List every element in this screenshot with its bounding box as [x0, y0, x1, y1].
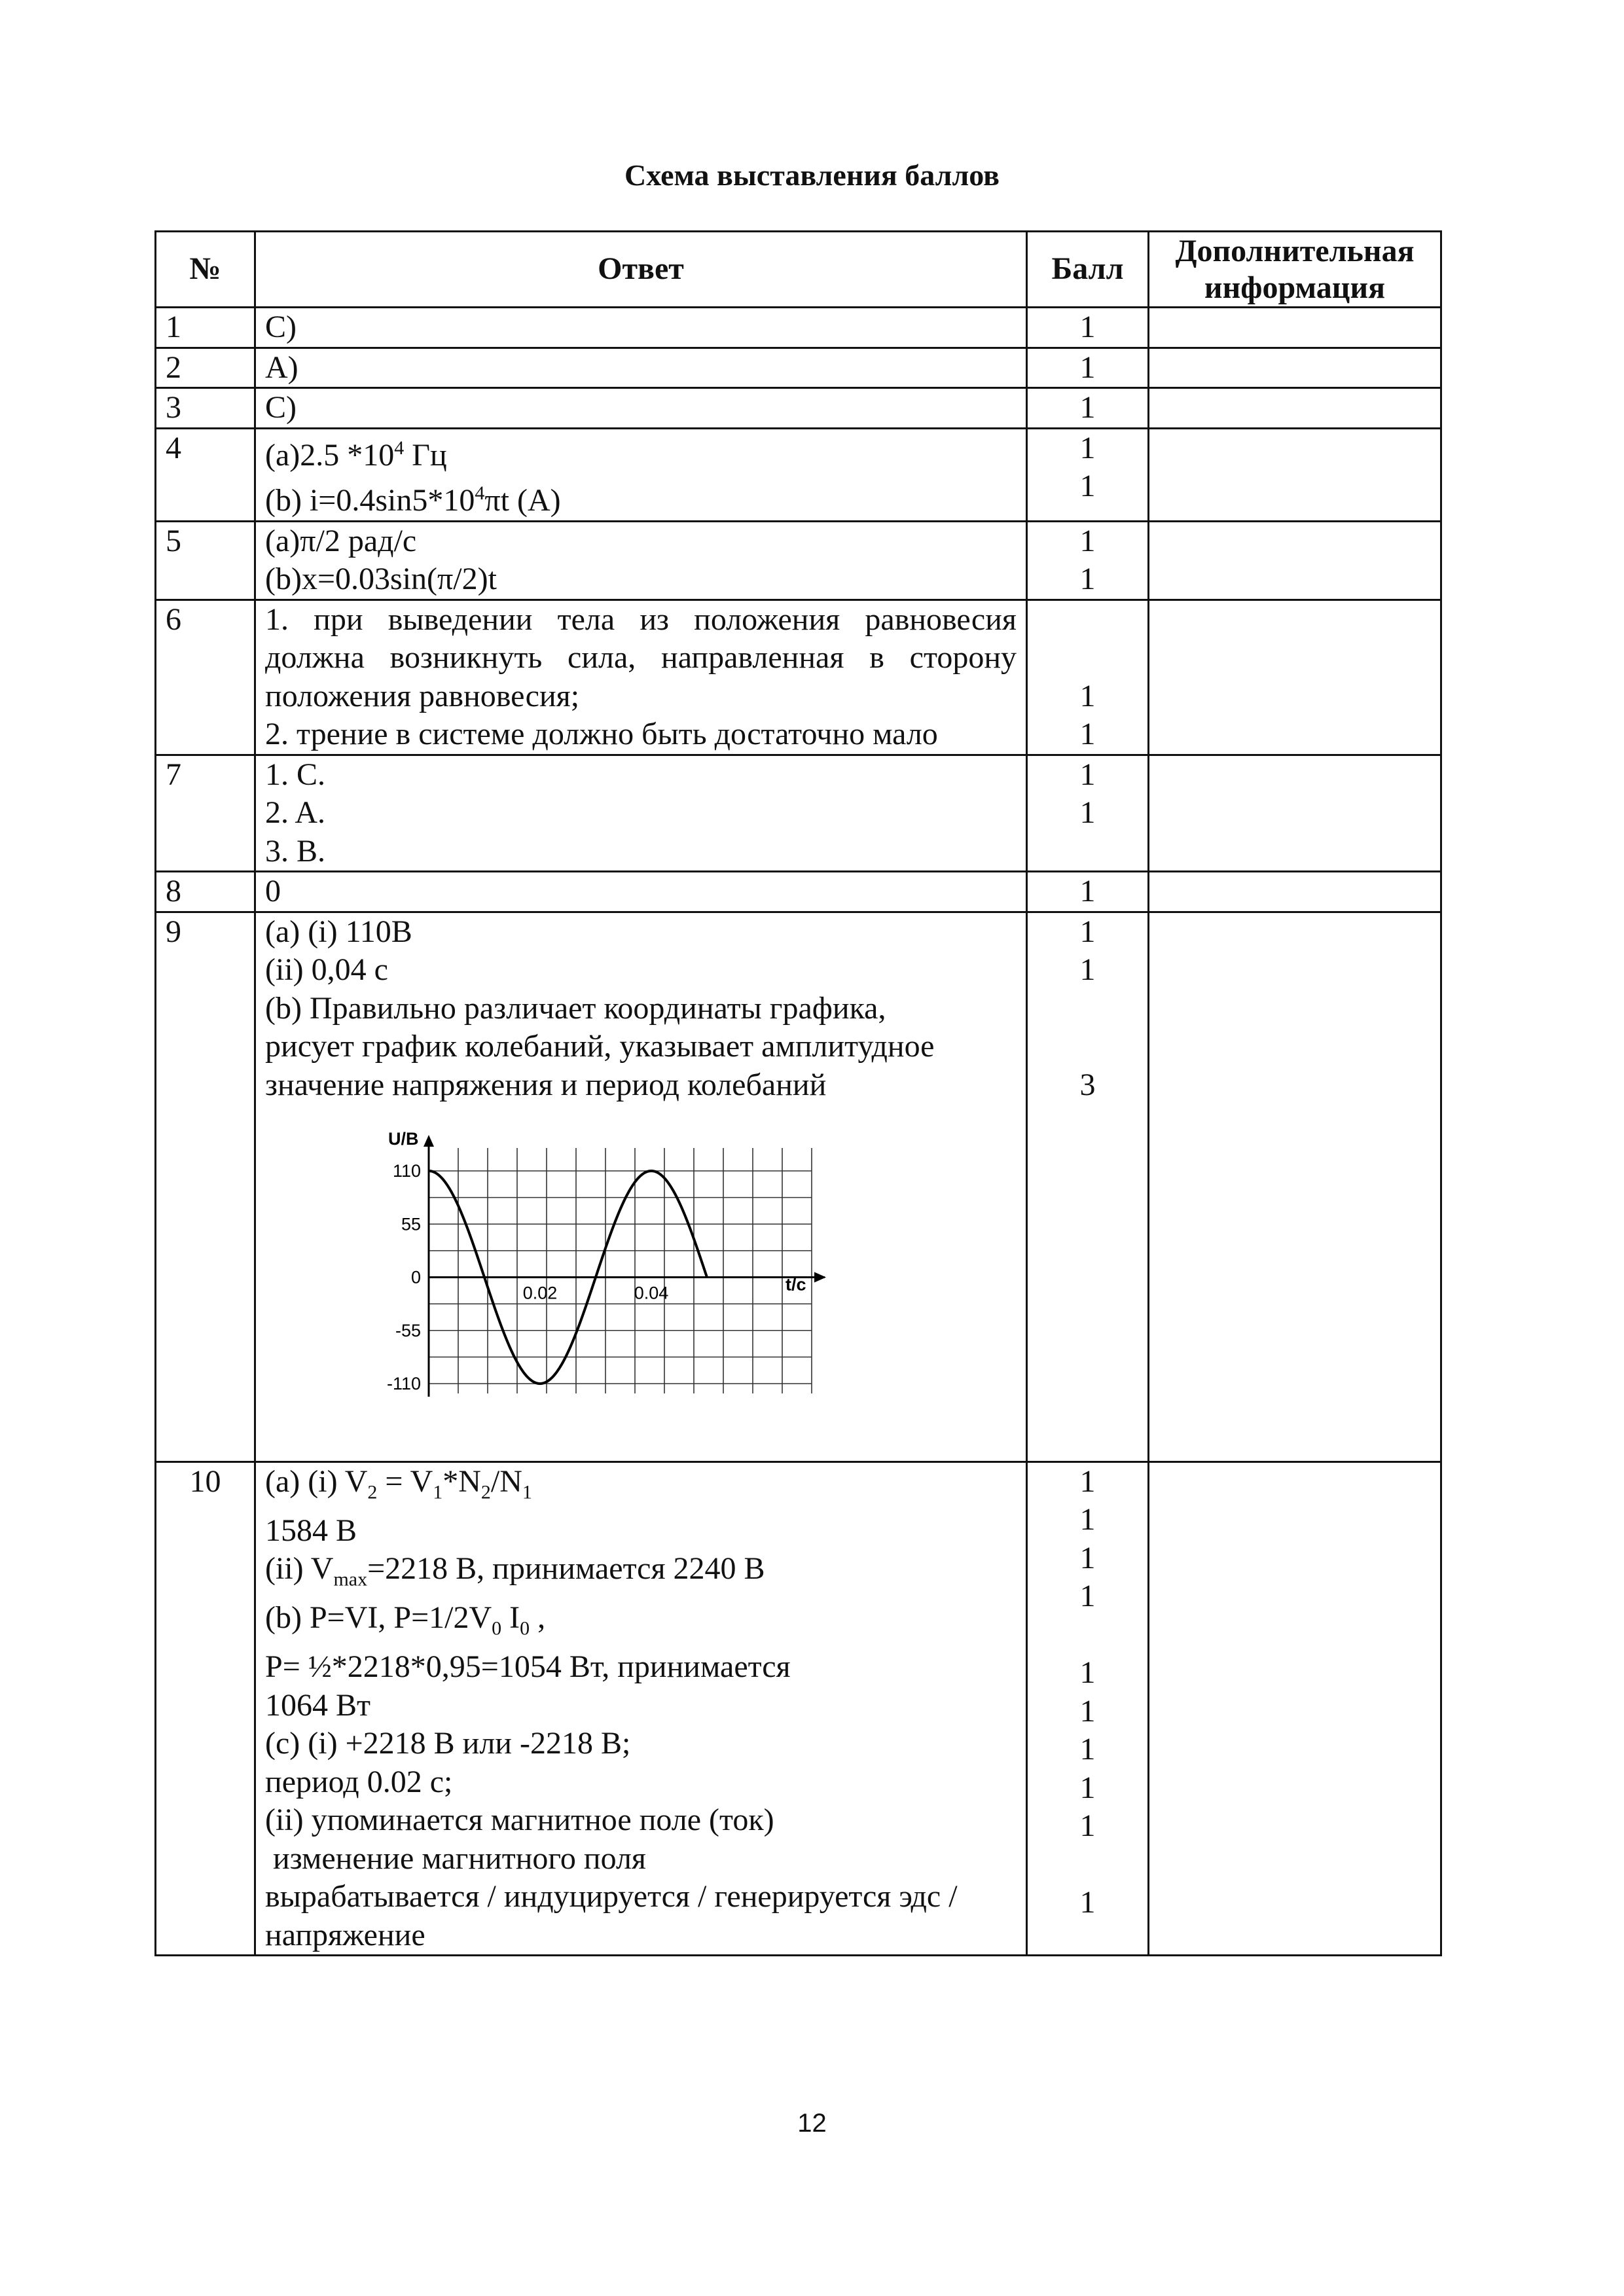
row-answer: C) — [255, 308, 1027, 348]
row-score: 1 1 3 — [1027, 912, 1149, 1462]
row-num: 4 — [156, 428, 255, 521]
row-num: 1 — [156, 308, 255, 348]
table-row — [156, 388, 1441, 429]
row-score: 1 — [1027, 308, 1149, 348]
y-tick-label: -110 — [386, 1374, 421, 1393]
row-num: 9 — [156, 912, 255, 1462]
page-number: 12 — [797, 2109, 827, 2138]
row-num: 10 — [156, 1462, 255, 1956]
row-num: 5 — [156, 521, 255, 600]
y-tick-label: 110 — [392, 1161, 421, 1181]
x-tick-label: 0.04 — [634, 1283, 669, 1303]
x-axis-label: t/c — [785, 1274, 806, 1295]
row-info — [1149, 428, 1441, 521]
y-axis-arrow — [424, 1135, 434, 1147]
row-info — [1149, 521, 1441, 600]
y-axis-label: U/B — [388, 1129, 419, 1149]
header-info-line1: Дополнительная — [1175, 233, 1415, 268]
table-row — [156, 872, 1441, 912]
row-answer: 1. при выведении тела из положения равновесия должна возникнуть сила, направленная в сторону положения равновесия; 2. трение в системе должно быть достаточно мало — [255, 600, 1027, 755]
table-row — [156, 428, 1441, 521]
row-score: 1 1 1 1 1 1 1 1 1 1 — [1027, 1462, 1149, 1956]
row-score: 1 1 — [1027, 600, 1149, 755]
page-title: Схема выставления баллов — [624, 158, 1000, 192]
row-answer: 1. C. 2. A. 3. B. — [255, 755, 1027, 872]
header-num: № — [156, 232, 255, 308]
row-info — [1149, 1462, 1441, 1956]
scoring-table — [154, 230, 1442, 1956]
row-num: 3 — [156, 388, 255, 429]
row-answer: (a)π/2 рад/с (b)x=0.03sin(π/2)t — [255, 521, 1027, 600]
header-answer: Ответ — [255, 232, 1027, 308]
y-tick-label: -55 — [395, 1320, 421, 1340]
y-tick-label: 55 — [401, 1214, 421, 1234]
row-info — [1149, 388, 1441, 429]
table-row — [156, 600, 1441, 755]
row-info — [1149, 348, 1441, 388]
row-answer: A) — [255, 348, 1027, 388]
table-row — [156, 348, 1441, 388]
row-num: 8 — [156, 872, 255, 912]
header-row — [156, 232, 1441, 308]
table-row — [156, 912, 1441, 1462]
table-row — [156, 521, 1441, 600]
row-info — [1149, 912, 1441, 1462]
row-answer: (a) (i) $V_2 = V_1*N_2/N_1$ 1584 В (ii) $V_{max}=2218$ В, принимается 2240 В (b) P=VI, $P=1/2V_0$ $I_0$ , P= ½*2218*0,95=1054 Вт, принимается 1064 Вт (c) (i) +2218 В или -2218 В; период 0.02 с; (ii) упоминается магнитное поле (ток) изменение магнитного поля вырабатывается / индуцируется / генерируется эдс / напряжение — [255, 1462, 1027, 1956]
row-score: 1 1 — [1027, 521, 1149, 600]
row-info — [1149, 755, 1441, 872]
x-axis-arrow — [814, 1272, 826, 1283]
row-num: 2 — [156, 348, 255, 388]
row-score: 1 — [1027, 388, 1149, 429]
row-score: 1 — [1027, 348, 1149, 388]
table-row — [156, 308, 1441, 348]
row-answer: (a) (i) 110B (ii) 0,04 с (b) Правильно различает координаты графика, рисует график колебаний, указывает амплитудное значение напряжения и период колебаний 110 55 0 -55 -110 0.02 0.04 U/B t/c — [255, 912, 1027, 1462]
row-score: 1 — [1027, 872, 1149, 912]
header-info — [1149, 232, 1441, 308]
voltage-chart-svg — [360, 1119, 844, 1410]
y-tick-label: 0 — [410, 1267, 421, 1287]
voltage-graph — [360, 1119, 844, 1410]
row-answer: C) — [255, 388, 1027, 429]
row-info — [1149, 872, 1441, 912]
table-row — [156, 755, 1441, 872]
row-answer: 0 — [255, 872, 1027, 912]
row-score: 1 1 — [1027, 755, 1149, 872]
row-info — [1149, 308, 1441, 348]
row-num: 6 — [156, 600, 255, 755]
table-row — [156, 1462, 1441, 1956]
row-answer: (a)2.5 $*10^4$ Гц (b) $i=0.4\sin 5*10^4\pi t$ (A) — [255, 428, 1027, 521]
row-num: 7 — [156, 755, 255, 872]
header-score: Балл — [1027, 232, 1149, 308]
header-info-line2: информация — [1204, 270, 1386, 305]
x-tick-label: 0.02 — [522, 1283, 558, 1303]
row-info — [1149, 600, 1441, 755]
row-score: 1 1 — [1027, 428, 1149, 521]
